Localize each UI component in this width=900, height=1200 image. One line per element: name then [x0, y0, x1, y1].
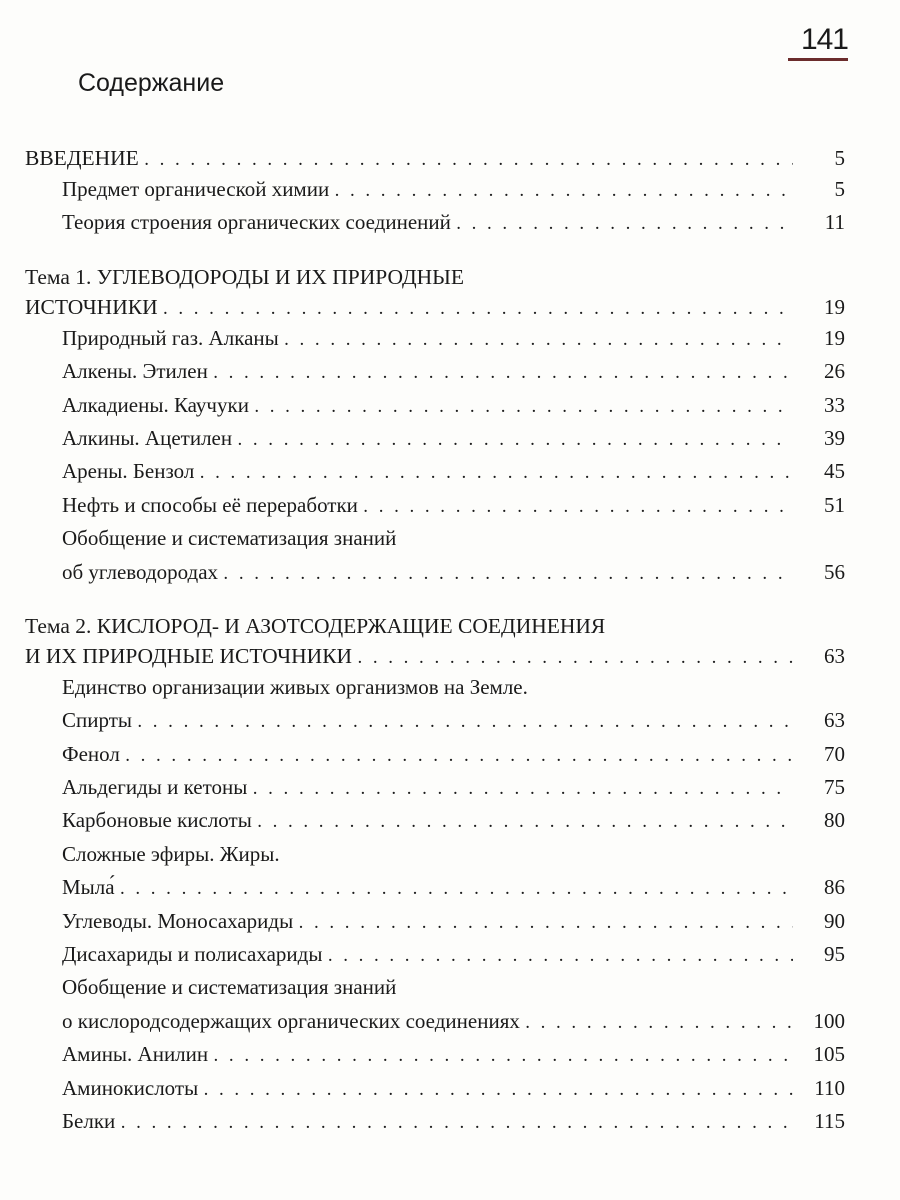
dot-leader	[279, 325, 793, 358]
page-number: 141	[800, 23, 848, 56]
toc-entry[interactable]	[25, 455, 845, 488]
section-title-line[interactable]	[25, 641, 845, 671]
toc-entry[interactable]	[25, 905, 845, 938]
toc-entry[interactable]	[25, 355, 845, 388]
toc-entry-text: Предмет органической химии	[62, 177, 330, 201]
toc-entry-text: Арены. Бензол	[62, 459, 195, 484]
toc-entry-page: 105	[813, 1042, 845, 1067]
toc-entry[interactable]	[25, 173, 845, 206]
toc-entry-text: Углеводы. Моносахариды	[62, 908, 294, 933]
dot-leader	[358, 492, 793, 525]
toc-entry-text: Амины. Анилин	[62, 1042, 209, 1067]
toc-entry-line[interactable]	[25, 838, 845, 871]
dot-leader	[451, 209, 793, 242]
section-title-page: 63	[824, 643, 845, 668]
dot-leader	[252, 807, 793, 840]
toc-entry[interactable]	[25, 1105, 845, 1138]
dot-leader	[218, 559, 793, 592]
dot-leader	[322, 941, 793, 974]
toc-entry-line[interactable]	[25, 671, 845, 704]
section-title-line[interactable]	[25, 292, 845, 322]
toc-entry-line[interactable]	[25, 704, 845, 737]
toc-entry-page: 51	[824, 492, 845, 517]
section-title-line[interactable]	[25, 262, 845, 292]
toc-entry-text: Обобщение и систематизация знаний	[62, 526, 397, 551]
toc-entry-page: 100	[813, 1008, 845, 1033]
section-title[interactable]	[25, 143, 845, 173]
dot-leader	[208, 358, 793, 391]
toc-entry-text: Теория строения органических соединений	[62, 210, 451, 235]
toc-entry-text: Спирты	[62, 708, 132, 733]
toc-entry-text: Сложные эфиры. Жиры.	[62, 841, 280, 866]
toc-entry-page: 33	[824, 392, 845, 417]
toc-section	[25, 143, 845, 240]
dot-leader	[120, 741, 793, 774]
toc-entry-text: Аминокислоты	[62, 1075, 199, 1100]
dot-leader	[293, 908, 793, 941]
section-title-text: Тема 2. КИСЛОРОД- И АЗОТСОДЕРЖАЩИЕ СОЕДИНЕНИЯ	[25, 613, 606, 638]
dot-leader	[329, 176, 793, 209]
toc-entry-page: 75	[824, 775, 845, 800]
toc-entry[interactable]	[25, 771, 845, 804]
toc-entry-page: 26	[824, 359, 845, 384]
toc-entry[interactable]	[25, 422, 845, 455]
dot-leader	[194, 458, 793, 491]
toc-section	[25, 611, 845, 1138]
toc-entry[interactable]	[25, 1038, 845, 1071]
toc-entry-text: об углеводородах	[62, 559, 219, 584]
toc-entry-page: 80	[824, 808, 845, 833]
dot-leader	[232, 425, 793, 458]
toc-entry-text: Нефть и способы её переработки	[62, 492, 358, 517]
toc-entry-page: 5	[834, 177, 845, 201]
toc-entry[interactable]	[25, 738, 845, 771]
section-title-line[interactable]	[25, 611, 845, 641]
toc-entry-page: 56	[824, 559, 845, 584]
toc-entry[interactable]	[25, 1072, 845, 1105]
toc-entry-page: 115	[814, 1108, 845, 1133]
section-title-text: И ИХ ПРИРОДНЫЕ ИСТОЧНИКИ	[25, 643, 353, 668]
toc-entry-text: Обобщение и систематизация знаний	[62, 975, 397, 1000]
toc-entry-page: 19	[824, 325, 845, 350]
dot-leader	[132, 707, 793, 740]
toc-entry-text: Фенол	[62, 741, 120, 766]
toc-entry-text: Карбоновые кислоты	[62, 808, 252, 833]
toc-entry-page: 86	[824, 875, 845, 900]
dot-leader	[249, 392, 793, 425]
section-title-page: 5	[834, 146, 845, 170]
toc-entry-page: 95	[824, 942, 845, 967]
section-title-text: Тема 1. УГЛЕВОДОРОДЫ И ИХ ПРИРОДНЫЕ	[25, 264, 465, 289]
section-title-page: 19	[824, 294, 845, 319]
page-title: Содержание	[78, 69, 225, 97]
toc-entry[interactable]	[25, 389, 845, 422]
dot-leader	[520, 1008, 793, 1041]
dot-leader	[247, 774, 793, 807]
toc-entry-text: Альдегиды и кетоны	[62, 775, 248, 800]
toc-entry-page: 11	[824, 210, 845, 235]
toc-section	[25, 262, 845, 589]
section-title-text: ВВЕДЕНИЕ	[25, 146, 139, 170]
table-of-contents	[25, 143, 845, 1160]
toc-entry-text: Дисахариды и полисахариды	[62, 942, 323, 967]
toc-entry[interactable]	[25, 938, 845, 971]
toc-entry-line[interactable]	[25, 522, 845, 555]
toc-entry-page: 39	[824, 425, 845, 450]
toc-entry-line[interactable]	[25, 556, 845, 589]
toc-entry-text: Алкины. Ацетилен	[62, 425, 233, 450]
toc-entry-text: Единство организации живых организмов на Земле.	[62, 674, 528, 699]
toc-entry-line[interactable]	[25, 871, 845, 904]
toc-entry[interactable]	[25, 489, 845, 522]
toc-entry-page: 45	[824, 459, 845, 484]
toc-entry[interactable]	[25, 322, 845, 355]
dot-leader	[115, 874, 793, 907]
dot-leader	[115, 1108, 793, 1141]
toc-entry[interactable]	[25, 206, 845, 239]
dot-leader	[198, 1075, 793, 1108]
toc-entry-text: Белки	[62, 1108, 116, 1133]
section-title-text: ИСТОЧНИКИ	[25, 294, 158, 319]
toc-entry-page: 90	[824, 908, 845, 933]
toc-entry-text: Мыла́	[62, 875, 115, 900]
toc-entry-page: 110	[814, 1075, 845, 1100]
toc-entry[interactable]	[25, 804, 845, 837]
toc-entry-text: Природный газ. Алканы	[62, 325, 279, 350]
toc-entry-text: о кислородсодержащих органических соединениях	[62, 1008, 520, 1033]
page-number-rule	[788, 58, 848, 61]
toc-entry-line[interactable]	[25, 971, 845, 1004]
toc-entry-page: 63	[824, 708, 845, 733]
toc-entry-text: Алкадиены. Каучуки	[62, 392, 249, 417]
toc-entry-page: 70	[824, 741, 845, 766]
toc-entry-line[interactable]	[25, 1005, 845, 1038]
toc-entry-text: Алкены. Этилен	[62, 359, 208, 384]
dot-leader	[208, 1041, 793, 1074]
